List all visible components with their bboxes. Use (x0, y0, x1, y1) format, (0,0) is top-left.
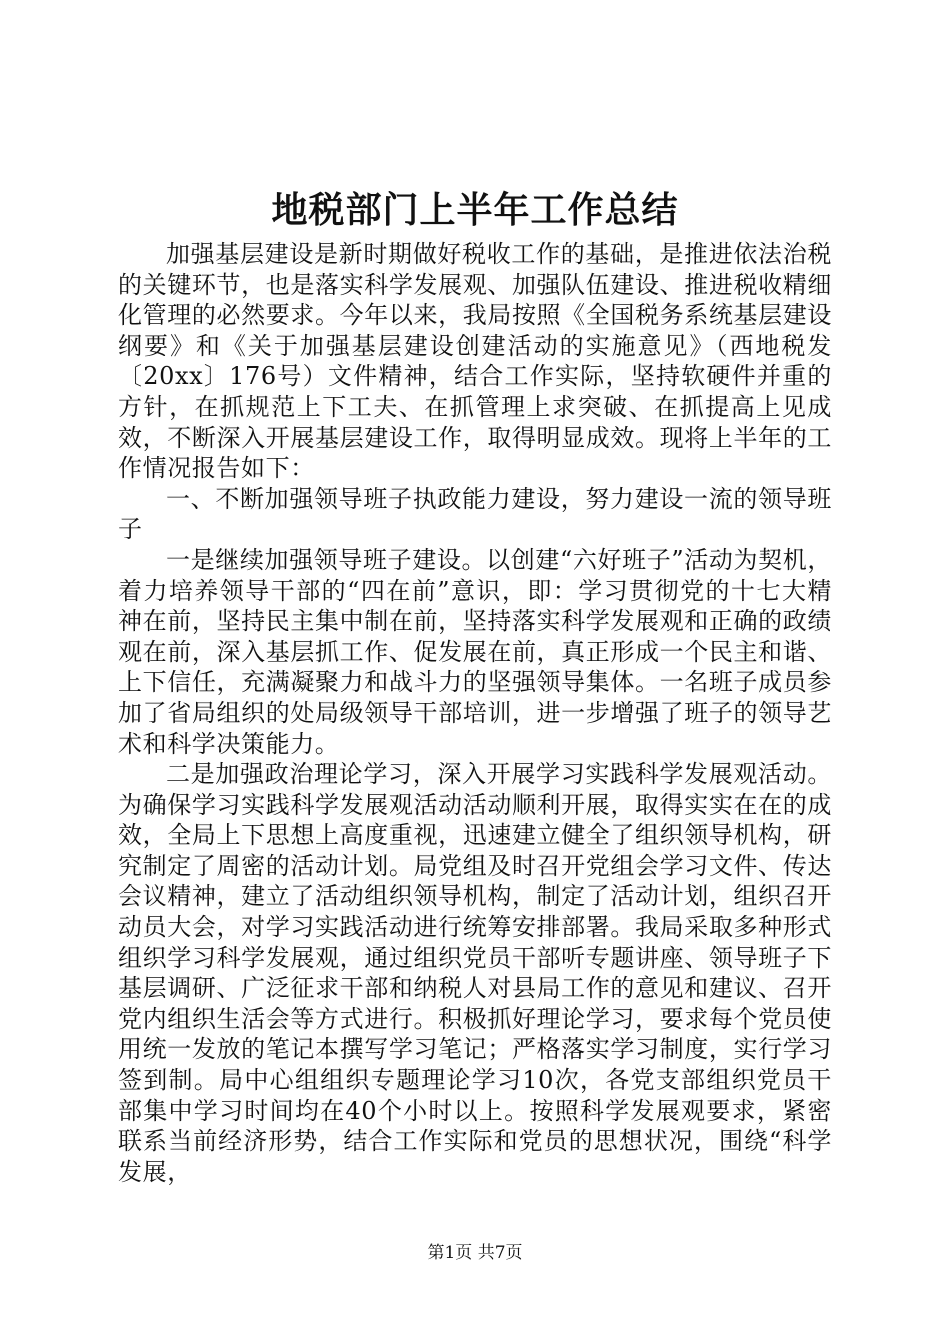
paragraph-intro: 加强基层建设是新时期做好税收工作的基础，是推进依法治税的关键环节，也是落实科学发展观、加强队伍建设、推进税收精细化管理的必然要求。今年以来，我局按照《全国税务系统基层建设纲要》和《关于加强基层建设创建活动的实施意见》（西地税发〔20xx〕176号）文件精神，结合工作实际，坚持软硬件并重的方针，在抓规范上下工夫、在抓管理上求突破、在抓提高上见成效，不断深入开展基层建设工作，取得明显成效。现将上半年的工作情况报告如下： (118, 240, 832, 483)
paragraph-theory-study: 二是加强政治理论学习，深入开展学习实践科学发展观活动。为确保学习实践科学发展观活动活动顺利开展，取得实实在在的成效，全局上下思想上高度重视，迅速建立健全了组织领导机构，研究制定了周密的活动计划。局党组及时召开党组会学习文件、传达会议精神，建立了活动组织领导机构，制定了活动计划，组织召开动员大会，对学习实践活动进行统筹安排部署。我局采取多种形式组织学习科学发展观，通过组织党员干部听专题讲座、领导班子下基层调研、广泛征求干部和纳税人对县局工作的意见和建议、召开党内组织生活会等方式进行。积极抓好理论学习，要求每个党员使用统一发放的笔记本撰写学习笔记；严格落实学习制度，实行学习签到制。局中心组组织专题理论学习10次，各党支部组织党员干部集中学习时间均在40个小时以上。按照科学发展观要求，紧密联系当前经济形势，结合工作实际和党员的思想状况，围绕“科学发展， (118, 760, 832, 1186)
paragraph-leadership: 一是继续加强领导班子建设。以创建“六好班子”活动为契机，着力培养领导干部的“四在前”意识，即：学习贯彻党的十七大精神在前，坚持民主集中制在前，坚持落实科学发展观和正确的政绩观在前，深入基层抓工作、促发展在前，真正形成一个民主和谐、上下信任，充满凝聚力和战斗力的坚强领导集体。一名班子成员参加了省局组织的处局级领导干部培训，进一步增强了班子的领导艺术和科学决策能力。 (118, 545, 832, 758)
document-title: 地税部门上半年工作总结 (271, 189, 679, 231)
document-body (118, 239, 832, 1187)
paragraph-section-heading: 一、不断加强领导班子执政能力建设，努力建设一流的领导班子 (118, 484, 832, 544)
page-footer: 第1页 共7页 (427, 1243, 523, 1263)
